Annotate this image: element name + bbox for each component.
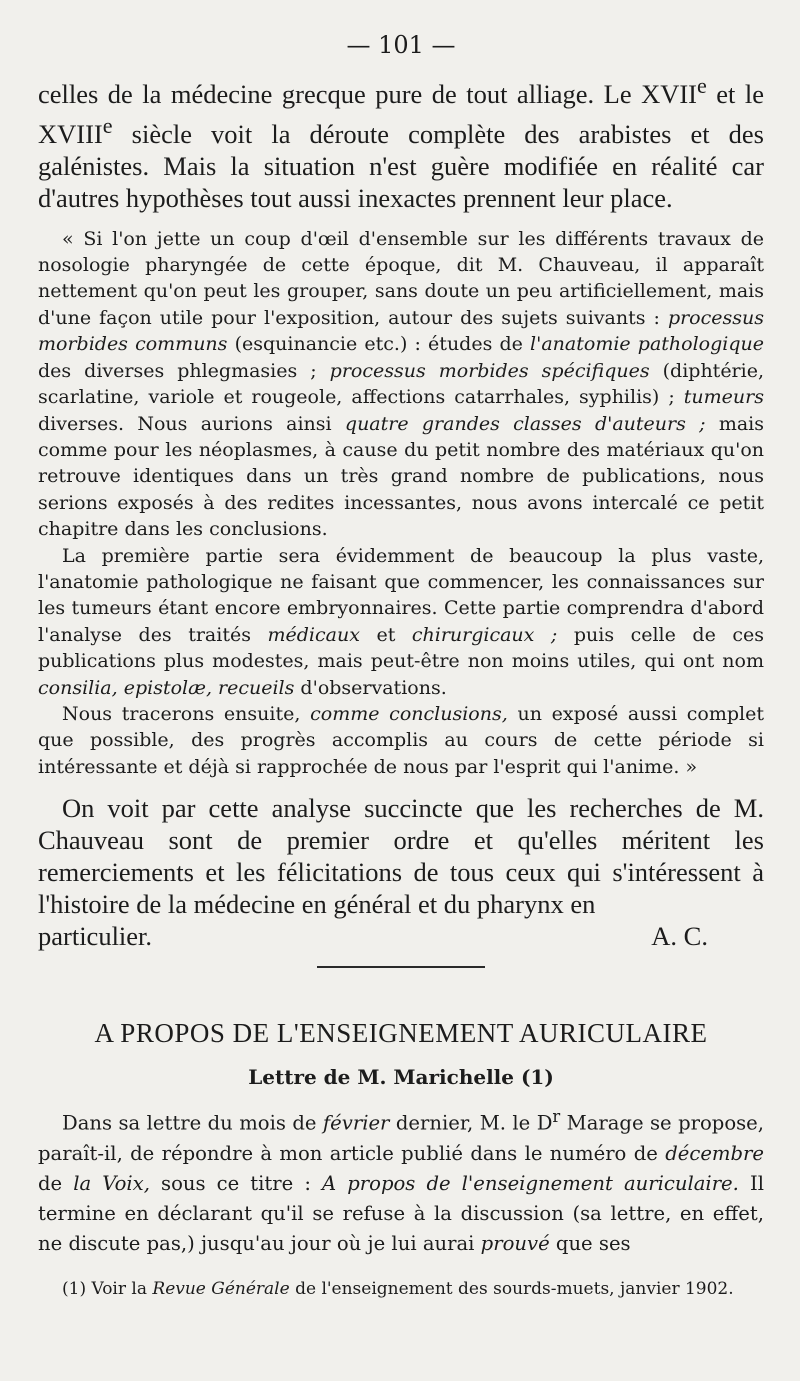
- superscript: r: [552, 1107, 561, 1127]
- paragraph-conclusion: [38, 792, 764, 920]
- italic-run: quatre grandes classes d'auteurs ;: [344, 412, 706, 435]
- text-run: (esquinancie etc.) : études de: [227, 333, 531, 356]
- text-run: (1) Voir la: [62, 1278, 153, 1299]
- text-run: un exposé aussi complet que possible, des progrès accomplis au cours de cette période si intéressante et déjà si rapprochée de nous par l'esprit qui l'anime. »: [38, 702, 764, 778]
- text-run: siècle voit la déroute complète des arabistes et des galénistes. Mais la situation n'est guère modifiée en réalité car d'autres hypothèses tout aussi inexactes prennent leur place.: [38, 118, 764, 213]
- italic-run: A propos de l'enseignement auriculaire.: [322, 1171, 739, 1195]
- text-run: mais comme pour les néoplasmes, à cause du petit nombre des matériaux qu'on retrouve identiques dans un très grand nombre de publications, nous serions exposés à des redites incessantes, nous avons intercalé ce petit chapitre dans les conclusions.: [38, 412, 765, 541]
- italic-run: prouvé: [480, 1231, 550, 1255]
- italic-run: décembre: [665, 1141, 764, 1165]
- text-run: Nous tracerons ensuite,: [62, 702, 311, 725]
- text-run: Dans sa lettre du mois de: [62, 1111, 323, 1135]
- text-run: (diphtérie, scarlatine, variole et rougeole, affections catarrhales, syphilis) ;: [38, 359, 765, 409]
- text-run: des diverses phlegmasies ;: [38, 359, 330, 382]
- paragraph-intro: [38, 70, 764, 214]
- text-run: La première partie sera évidemment de beaucoup la plus vaste, l'anatomie pathologique ne faisant que commencer, les connaissances sur les tumeurs étant encore embryonnaires. Cette partie comprendra d'abord l'analyse des traités: [38, 544, 764, 646]
- text-run: puis celle de ces publications plus modestes, mais peut-être non moins utiles, qui ont nom: [38, 623, 764, 673]
- document-page: [38, 28, 764, 1301]
- signature: A. C.: [651, 921, 708, 952]
- text-run: Marage se propose, paraît-il, de répondre à mon article publié dans le numéro de: [38, 1111, 764, 1165]
- italic-run: processus morbides communs: [38, 306, 764, 356]
- text-run: sous ce titre :: [149, 1171, 323, 1195]
- italic-run: la Voix,: [73, 1171, 150, 1195]
- text-run: de l'enseignement des sourds-muets, janvier 1902.: [289, 1278, 734, 1299]
- section-subheading: Lettre de M. Marichelle (1): [248, 1065, 554, 1090]
- text-run: diverses. Nous aurions ainsi: [38, 412, 345, 435]
- italic-run: comme conclusions,: [310, 702, 508, 725]
- italic-run: l'anatomie pathologique: [530, 333, 765, 356]
- italic-run: tumeurs: [683, 386, 764, 409]
- text-run: et: [359, 623, 412, 646]
- text-run: que ses: [549, 1231, 631, 1255]
- italic-run: médicaux: [267, 623, 360, 646]
- quote-paragraph-1: [38, 226, 764, 543]
- text-run: de: [38, 1171, 74, 1195]
- text-run: et le XVIII: [38, 78, 765, 149]
- italic-run: Revue Générale: [152, 1278, 290, 1299]
- section-heading: A PROPOS DE L'ENSEIGNEMENT AURICULAIRE: [94, 1018, 708, 1049]
- superscript: e: [697, 73, 707, 98]
- text-run: « Si l'on jette un coup d'œil d'ensemble sur les différents travaux de nosologie pharyngée de cette époque, dit M. Chauveau, il apparaît nettement qu'on peut les grouper, sans doute un peu artificiellement, mais d'une façon utile pour l'exposition, autour des sujets suivants :: [38, 227, 764, 329]
- text-run: d'observations.: [294, 676, 447, 699]
- text-run: Il termine en déclarant qu'il se refuse à la discussion (sa lettre, en effet, ne discute pas,) jusqu'au jour où je lui aurai: [38, 1171, 764, 1255]
- text-run: celles de la médecine grecque pure de tout alliage. Le XVII: [38, 78, 697, 109]
- text-run: particulier.: [38, 921, 153, 952]
- italic-run: consilia, epistolæ, recueils: [38, 676, 295, 699]
- text-run: On voit par cette analyse succincte que les recherches de M. Chauveau sont de premier ordre et qu'elles méritent les remerciements et les félicitations de tous ceux qui s'intéressent à l'histoire de la médecine en général et du pharynx en: [38, 793, 764, 920]
- footnote: [38, 1277, 764, 1301]
- italic-run: chirurgicaux ;: [411, 623, 558, 646]
- signature-line: [38, 920, 764, 952]
- text-run: dernier, M. le D: [389, 1111, 553, 1135]
- page-number: — 101 —: [346, 31, 456, 59]
- letter-paragraph: [38, 1102, 764, 1259]
- superscript: e: [102, 112, 113, 138]
- italic-run: processus morbides spécifiques: [329, 359, 650, 382]
- italic-run: février: [322, 1111, 390, 1135]
- quote-paragraph-2: [38, 543, 764, 701]
- section-divider: [317, 966, 485, 968]
- quote-paragraph-3: [38, 701, 764, 780]
